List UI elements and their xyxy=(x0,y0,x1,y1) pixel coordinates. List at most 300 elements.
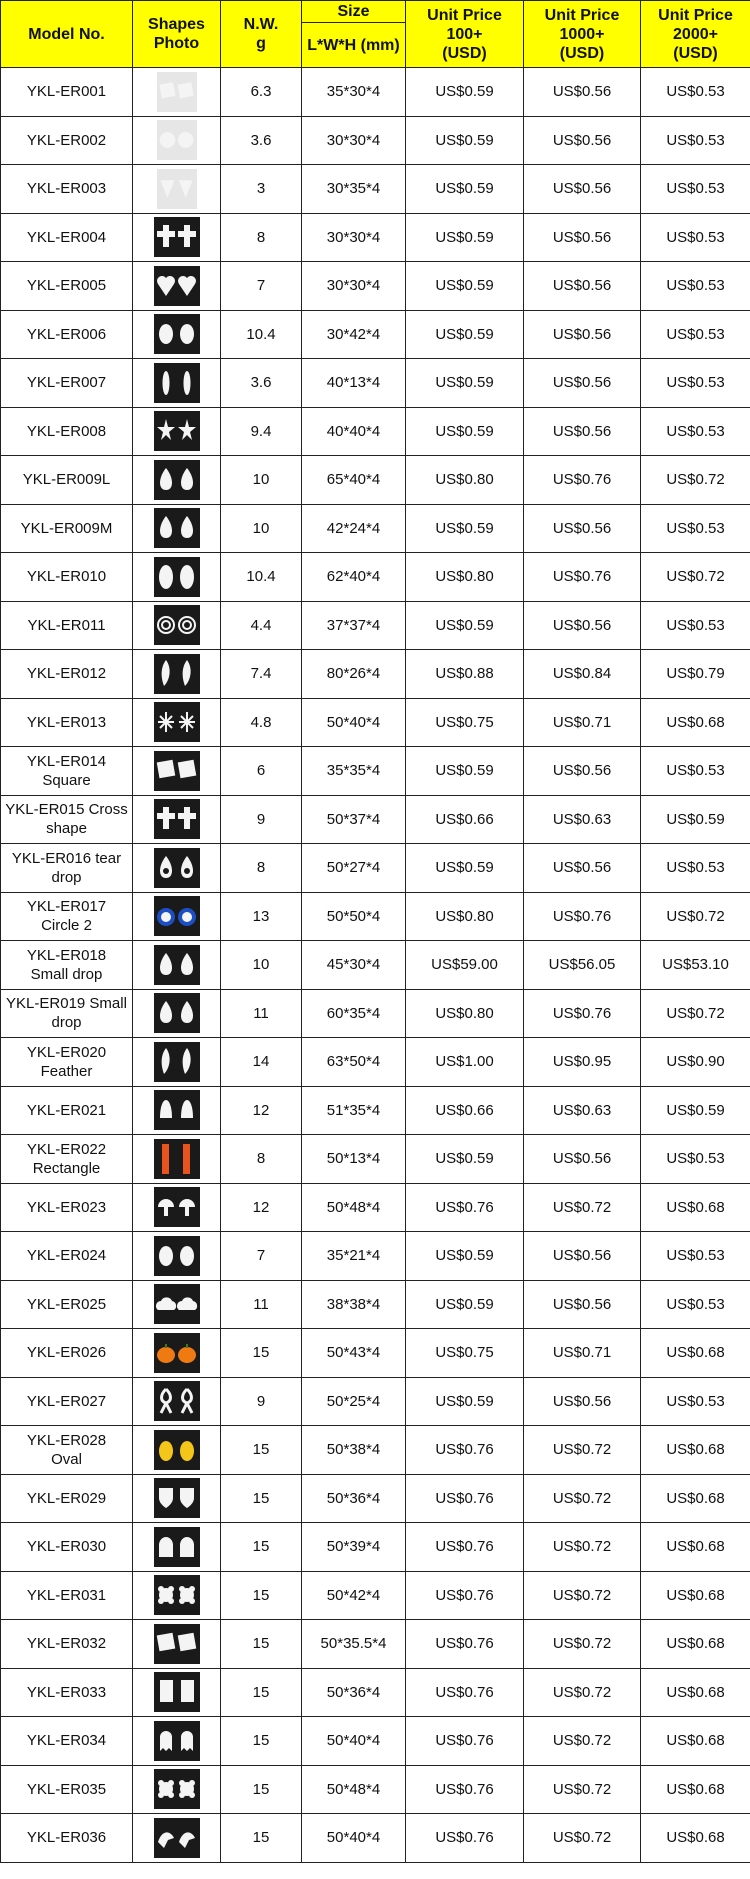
mushroom-shape-icon xyxy=(154,1187,200,1227)
model-number: YKL-ER031 xyxy=(26,1586,107,1604)
teardrop-earring-icon xyxy=(154,993,200,1033)
price-2000-cell: US$0.72 xyxy=(641,892,750,941)
price-2000-cell: US$0.68 xyxy=(641,1571,750,1620)
model-number: YKL-ER009M xyxy=(20,519,113,537)
cross-shape-icon xyxy=(154,799,200,839)
size-cell: 62*40*4 xyxy=(302,553,406,602)
model-cell xyxy=(1,650,133,699)
circle-shape-icon xyxy=(157,120,197,160)
shape-photo-cell xyxy=(133,116,221,165)
price-2000-cell: US$0.53 xyxy=(641,1135,750,1184)
weight-cell: 15 xyxy=(221,1523,302,1572)
model-cell xyxy=(1,504,133,553)
price-100-cell: US$0.59 xyxy=(406,1135,524,1184)
table-row xyxy=(1,650,750,699)
size-cell: 50*48*4 xyxy=(302,1183,406,1232)
model-subtitle: Feather xyxy=(40,1062,93,1080)
weight-cell: 3 xyxy=(221,165,302,214)
yellow-oval-shape-icon xyxy=(154,1430,200,1470)
spiral-earring-icon xyxy=(154,605,200,645)
table-row xyxy=(1,1523,750,1572)
price-2000-cell: US$0.90 xyxy=(641,1038,750,1087)
shape-photo-cell xyxy=(133,165,221,214)
price-2000-cell: US$0.68 xyxy=(641,1474,750,1523)
weight-cell: 15 xyxy=(221,1814,302,1863)
model-number: YKL-ER033 xyxy=(26,1683,107,1701)
price-1000-cell: US$0.56 xyxy=(524,504,641,553)
feather-shape-icon xyxy=(154,654,200,694)
price-2000-cell: US$0.53 xyxy=(641,747,750,796)
price-1000-cell: US$0.72 xyxy=(524,1571,641,1620)
arch-earring-icon xyxy=(154,1527,200,1567)
table-row xyxy=(1,504,750,553)
table-row xyxy=(1,1814,750,1863)
price-2000-cell: US$0.68 xyxy=(641,1814,750,1863)
weight-cell: 15 xyxy=(221,1620,302,1669)
leaf-shape-icon xyxy=(154,557,200,597)
price-2000-cell: US$0.72 xyxy=(641,456,750,505)
table-row xyxy=(1,601,750,650)
model-cell xyxy=(1,359,133,408)
price-100-cell: US$0.59 xyxy=(406,68,524,117)
price-1000-cell: US$0.56 xyxy=(524,116,641,165)
model-cell xyxy=(1,1426,133,1475)
table-body xyxy=(1,68,750,1863)
table-row xyxy=(1,1717,750,1766)
model-cell xyxy=(1,601,133,650)
size-cell: 40*13*4 xyxy=(302,359,406,408)
model-number: YKL-ER005 xyxy=(26,277,107,295)
model-cell xyxy=(1,68,133,117)
model-cell xyxy=(1,262,133,311)
shape-photo-cell xyxy=(133,1765,221,1814)
model-number: YKL-ER026 xyxy=(26,1344,107,1362)
model-number: YKL-ER025 xyxy=(26,1295,107,1313)
shape-photo-cell xyxy=(133,456,221,505)
price-100-cell: US$0.76 xyxy=(406,1183,524,1232)
model-cell xyxy=(1,941,133,990)
price-100-cell: US$0.66 xyxy=(406,1086,524,1135)
size-cell: 63*50*4 xyxy=(302,1038,406,1087)
table-row xyxy=(1,1135,750,1184)
price-100-cell: US$0.76 xyxy=(406,1717,524,1766)
price-1000-cell: US$0.76 xyxy=(524,553,641,602)
shape-photo-cell xyxy=(133,601,221,650)
price-100-cell: US$0.59 xyxy=(406,1377,524,1426)
model-number: YKL-ER036 xyxy=(26,1829,107,1847)
rect-orange-earring-icon xyxy=(154,1139,200,1179)
size-cell: 60*35*4 xyxy=(302,989,406,1038)
price-2000-cell: US$0.59 xyxy=(641,795,750,844)
weight-cell: 12 xyxy=(221,1086,302,1135)
model-subtitle: drop xyxy=(51,1014,82,1032)
price-1000-cell: US$0.71 xyxy=(524,698,641,747)
oval-earring-icon xyxy=(154,314,200,354)
price-100-cell: US$0.59 xyxy=(406,407,524,456)
price-2000-cell: US$0.53 xyxy=(641,262,750,311)
bird-shape-icon xyxy=(154,1818,200,1858)
model-cell xyxy=(1,213,133,262)
model-number: YKL-ER003 xyxy=(26,180,107,198)
size-cell: 50*42*4 xyxy=(302,1571,406,1620)
header-size-dims: L*W*H (mm) xyxy=(302,23,406,68)
price-1000-cell: US$0.72 xyxy=(524,1183,641,1232)
model-cell xyxy=(1,1668,133,1717)
model-number: YKL-ER010 xyxy=(26,568,107,586)
square-shape-icon xyxy=(157,72,197,112)
shape-photo-cell xyxy=(133,1668,221,1717)
table-header xyxy=(1,1,750,68)
table-row xyxy=(1,747,750,796)
leaf-earring-icon xyxy=(154,557,200,597)
table-row xyxy=(1,698,750,747)
model-cell xyxy=(1,1765,133,1814)
size-cell: 30*30*4 xyxy=(302,213,406,262)
teardrop-shape-icon xyxy=(154,993,200,1033)
weight-cell: 14 xyxy=(221,1038,302,1087)
teardrop-hole-shape-icon xyxy=(154,848,200,888)
shape-photo-cell xyxy=(133,747,221,796)
model-cell xyxy=(1,1086,133,1135)
header-photo-line2: Photo xyxy=(153,35,200,52)
price-2000-cell: US$0.68 xyxy=(641,1523,750,1572)
flower-earring-icon xyxy=(154,1769,200,1809)
price-100-cell: US$0.75 xyxy=(406,698,524,747)
model-cell xyxy=(1,1183,133,1232)
price-2000-cell: US$0.53 xyxy=(641,310,750,359)
model-cell xyxy=(1,1135,133,1184)
model-number: YKL-ER035 xyxy=(26,1780,107,1798)
feather-earring-icon xyxy=(154,654,200,694)
shield-shape-icon xyxy=(154,1478,200,1518)
price-1000-cell: US$0.63 xyxy=(524,795,641,844)
table-row xyxy=(1,1086,750,1135)
header-p2000-line1: Unit Price xyxy=(658,6,733,24)
oval-shape-icon xyxy=(154,1236,200,1276)
table-row xyxy=(1,941,750,990)
price-2000-cell: US$53.10 xyxy=(641,941,750,990)
price-1000-cell: US$0.56 xyxy=(524,747,641,796)
price-1000-cell: US$0.72 xyxy=(524,1765,641,1814)
size-cell: 35*21*4 xyxy=(302,1232,406,1281)
price-2000-cell: US$0.68 xyxy=(641,1426,750,1475)
size-cell: 50*43*4 xyxy=(302,1329,406,1378)
weight-cell: 15 xyxy=(221,1474,302,1523)
model-number: YKL-ER023 xyxy=(26,1198,107,1216)
shape-photo-cell xyxy=(133,1232,221,1281)
ghost-shape-icon xyxy=(154,1721,200,1761)
table-row xyxy=(1,1232,750,1281)
shape-photo-cell xyxy=(133,1814,221,1863)
size-cell: 80*26*4 xyxy=(302,650,406,699)
price-100-cell: US$0.76 xyxy=(406,1474,524,1523)
price-100-cell: US$0.80 xyxy=(406,892,524,941)
feather-shape-icon xyxy=(154,1042,200,1082)
teardrop-shape-icon xyxy=(154,508,200,548)
shape-photo-cell xyxy=(133,1329,221,1378)
weight-cell: 4.4 xyxy=(221,601,302,650)
size-cell: 35*30*4 xyxy=(302,68,406,117)
model-cell xyxy=(1,1377,133,1426)
size-cell: 40*40*4 xyxy=(302,407,406,456)
table-row xyxy=(1,456,750,505)
price-1000-cell: US$0.56 xyxy=(524,1135,641,1184)
weight-cell: 15 xyxy=(221,1571,302,1620)
model-number: YKL-ER007 xyxy=(26,374,107,392)
weight-cell: 3.6 xyxy=(221,359,302,408)
price-100-cell: US$0.76 xyxy=(406,1571,524,1620)
shape-photo-cell xyxy=(133,1620,221,1669)
price-1000-cell: US$0.56 xyxy=(524,213,641,262)
price-2000-cell: US$0.53 xyxy=(641,844,750,893)
shape-photo-cell xyxy=(133,553,221,602)
triangle-shape-icon xyxy=(157,169,197,209)
shield-earring-icon xyxy=(154,1478,200,1518)
weight-cell: 15 xyxy=(221,1765,302,1814)
size-cell: 30*35*4 xyxy=(302,165,406,214)
shape-photo-cell xyxy=(133,504,221,553)
model-cell xyxy=(1,1523,133,1572)
mushroom-earring-icon xyxy=(154,1187,200,1227)
shape-photo-cell xyxy=(133,68,221,117)
model-cell xyxy=(1,116,133,165)
price-100-cell: US$0.59 xyxy=(406,844,524,893)
model-cell xyxy=(1,1329,133,1378)
model-number: YKL-ER002 xyxy=(26,131,107,149)
triangle-earring-icon xyxy=(157,169,197,209)
model-cell xyxy=(1,989,133,1038)
price-1000-cell: US$0.72 xyxy=(524,1668,641,1717)
model-number: YKL-ER029 xyxy=(26,1489,107,1507)
price-100-cell: US$0.66 xyxy=(406,795,524,844)
weight-cell: 9 xyxy=(221,1377,302,1426)
price-100-cell: US$0.59 xyxy=(406,747,524,796)
price-100-cell: US$0.59 xyxy=(406,1280,524,1329)
snowflake-shape-icon xyxy=(154,702,200,742)
price-1000-cell: US$0.56 xyxy=(524,844,641,893)
oval-earring-icon xyxy=(154,1236,200,1276)
model-subtitle: Oval xyxy=(51,1450,82,1468)
price-100-cell: US$0.76 xyxy=(406,1668,524,1717)
header-photo xyxy=(133,1,221,68)
header-p2000-line3: (USD) xyxy=(673,44,718,62)
ribbon-shape-icon xyxy=(154,1381,200,1421)
weight-cell: 15 xyxy=(221,1668,302,1717)
price-2000-cell: US$0.53 xyxy=(641,68,750,117)
weight-cell: 13 xyxy=(221,892,302,941)
shape-photo-cell xyxy=(133,262,221,311)
price-2000-cell: US$0.68 xyxy=(641,1620,750,1669)
weight-cell: 10 xyxy=(221,504,302,553)
shape-photo-cell xyxy=(133,650,221,699)
header-p100-line2: 100+ xyxy=(446,25,483,43)
weight-cell: 11 xyxy=(221,1280,302,1329)
header-model: Model No. xyxy=(1,1,133,68)
leaf-thin-shape-icon xyxy=(154,363,200,403)
price-1000-cell: US$0.56 xyxy=(524,68,641,117)
size-cell: 50*50*4 xyxy=(302,892,406,941)
teardrop-earring-icon xyxy=(154,460,200,500)
price-1000-cell: US$0.84 xyxy=(524,650,641,699)
circle-earring-icon xyxy=(157,120,197,160)
weight-cell: 10 xyxy=(221,941,302,990)
size-cell: 37*37*4 xyxy=(302,601,406,650)
weight-cell: 15 xyxy=(221,1717,302,1766)
weight-cell: 8 xyxy=(221,213,302,262)
model-number: YKL-ER027 xyxy=(26,1392,107,1410)
price-100-cell: US$0.76 xyxy=(406,1426,524,1475)
model-cell xyxy=(1,1620,133,1669)
model-number: YKL-ER028 xyxy=(26,1431,107,1449)
size-cell: 50*40*4 xyxy=(302,1717,406,1766)
price-100-cell: US$0.75 xyxy=(406,1329,524,1378)
price-1000-cell: US$0.76 xyxy=(524,892,641,941)
table-row xyxy=(1,795,750,844)
price-100-cell: US$0.80 xyxy=(406,553,524,602)
weight-cell: 8 xyxy=(221,1135,302,1184)
cloud-shape-icon xyxy=(154,1284,200,1324)
weight-cell: 6.3 xyxy=(221,68,302,117)
price-100-cell: US$0.88 xyxy=(406,650,524,699)
weight-cell: 8 xyxy=(221,844,302,893)
price-1000-cell: US$0.72 xyxy=(524,1474,641,1523)
model-number: YKL-ER009L xyxy=(22,471,111,489)
header-size: Size xyxy=(302,1,406,23)
price-2000-cell: US$0.53 xyxy=(641,116,750,165)
price-2000-cell: US$0.53 xyxy=(641,1377,750,1426)
price-1000-cell: US$0.56 xyxy=(524,359,641,408)
price-1000-cell: US$0.76 xyxy=(524,456,641,505)
price-100-cell: US$0.59 xyxy=(406,1232,524,1281)
square-earring-icon xyxy=(154,1624,200,1664)
model-number: YKL-ER013 xyxy=(26,713,107,731)
model-number: YKL-ER011 xyxy=(27,616,106,634)
model-number: YKL-ER017 xyxy=(26,898,107,916)
size-cell: 30*30*4 xyxy=(302,262,406,311)
size-cell: 50*37*4 xyxy=(302,795,406,844)
model-subtitle: Circle 2 xyxy=(41,917,92,935)
price-100-cell: US$0.59 xyxy=(406,504,524,553)
size-cell: 50*48*4 xyxy=(302,1765,406,1814)
shape-photo-cell xyxy=(133,1426,221,1475)
table-row xyxy=(1,310,750,359)
heart-shape-icon xyxy=(154,266,200,306)
weight-cell: 4.8 xyxy=(221,698,302,747)
model-number: YKL-ER024 xyxy=(26,1247,107,1265)
model-number: YKL-ER016 tear xyxy=(11,849,122,867)
shape-photo-cell xyxy=(133,1280,221,1329)
size-cell: 50*13*4 xyxy=(302,1135,406,1184)
price-1000-cell: US$0.56 xyxy=(524,601,641,650)
rect-orange-shape-icon xyxy=(154,1139,200,1179)
size-cell: 35*35*4 xyxy=(302,747,406,796)
price-100-cell: US$59.00 xyxy=(406,941,524,990)
rect-earring-icon xyxy=(154,1672,200,1712)
price-100-cell: US$0.76 xyxy=(406,1765,524,1814)
model-cell xyxy=(1,456,133,505)
model-number: YKL-ER014 xyxy=(26,752,107,770)
price-1000-cell: US$0.72 xyxy=(524,1717,641,1766)
price-2000-cell: US$0.53 xyxy=(641,165,750,214)
header-p1000-line1: Unit Price xyxy=(544,6,620,24)
shape-photo-cell xyxy=(133,989,221,1038)
price-100-cell: US$0.59 xyxy=(406,165,524,214)
table-row xyxy=(1,1620,750,1669)
weight-cell: 10 xyxy=(221,456,302,505)
model-cell xyxy=(1,747,133,796)
leaf-thin-earring-icon xyxy=(154,363,200,403)
arch-shape-icon xyxy=(154,1527,200,1567)
price-100-cell: US$1.00 xyxy=(406,1038,524,1087)
yellow-oval-earring-icon xyxy=(154,1430,200,1470)
price-100-cell: US$0.59 xyxy=(406,359,524,408)
price-2000-cell: US$0.53 xyxy=(641,407,750,456)
model-cell xyxy=(1,844,133,893)
size-cell: 50*40*4 xyxy=(302,1814,406,1863)
price-2000-cell: US$0.68 xyxy=(641,1183,750,1232)
price-2000-cell: US$0.72 xyxy=(641,553,750,602)
flower-shape-icon xyxy=(154,1769,200,1809)
table-row xyxy=(1,1668,750,1717)
model-subtitle: Small drop xyxy=(30,965,103,983)
size-cell: 42*24*4 xyxy=(302,504,406,553)
model-number: YKL-ER020 xyxy=(26,1043,107,1061)
model-number: YKL-ER004 xyxy=(26,228,107,246)
price-2000-cell: US$0.53 xyxy=(641,504,750,553)
shape-photo-cell xyxy=(133,1717,221,1766)
square-shape-icon xyxy=(154,1624,200,1664)
table-row xyxy=(1,1571,750,1620)
header-p100-line1: Unit Price xyxy=(427,6,502,24)
heart-earring-icon xyxy=(154,266,200,306)
table-row xyxy=(1,1765,750,1814)
price-1000-cell: US$0.72 xyxy=(524,1814,641,1863)
size-cell: 50*25*4 xyxy=(302,1377,406,1426)
table-row xyxy=(1,1038,750,1087)
size-cell: 50*38*4 xyxy=(302,1426,406,1475)
weight-cell: 10.4 xyxy=(221,310,302,359)
model-cell xyxy=(1,407,133,456)
shape-photo-cell xyxy=(133,1377,221,1426)
shape-photo-cell xyxy=(133,844,221,893)
model-cell xyxy=(1,1232,133,1281)
model-cell xyxy=(1,892,133,941)
table-row xyxy=(1,1474,750,1523)
square-earring-icon xyxy=(154,751,200,791)
model-subtitle: Square xyxy=(42,771,91,789)
price-1000-cell: US$0.76 xyxy=(524,989,641,1038)
weight-cell: 6 xyxy=(221,747,302,796)
price-1000-cell: US$0.56 xyxy=(524,1377,641,1426)
shape-photo-cell xyxy=(133,407,221,456)
price-1000-cell: US$0.63 xyxy=(524,1086,641,1135)
model-number: YKL-ER032 xyxy=(26,1635,107,1653)
table-row xyxy=(1,553,750,602)
model-number: YKL-ER008 xyxy=(26,422,107,440)
shape-photo-cell xyxy=(133,213,221,262)
table-row xyxy=(1,116,750,165)
price-2000-cell: US$0.72 xyxy=(641,989,750,1038)
price-2000-cell: US$0.53 xyxy=(641,359,750,408)
oval-shape-icon xyxy=(154,314,200,354)
model-cell xyxy=(1,1571,133,1620)
weight-cell: 10.4 xyxy=(221,553,302,602)
table-row xyxy=(1,68,750,117)
model-number: YKL-ER015 Cross xyxy=(5,801,128,819)
price-2000-cell: US$0.68 xyxy=(641,1717,750,1766)
price-2000-cell: US$0.53 xyxy=(641,1232,750,1281)
table-row xyxy=(1,1426,750,1475)
